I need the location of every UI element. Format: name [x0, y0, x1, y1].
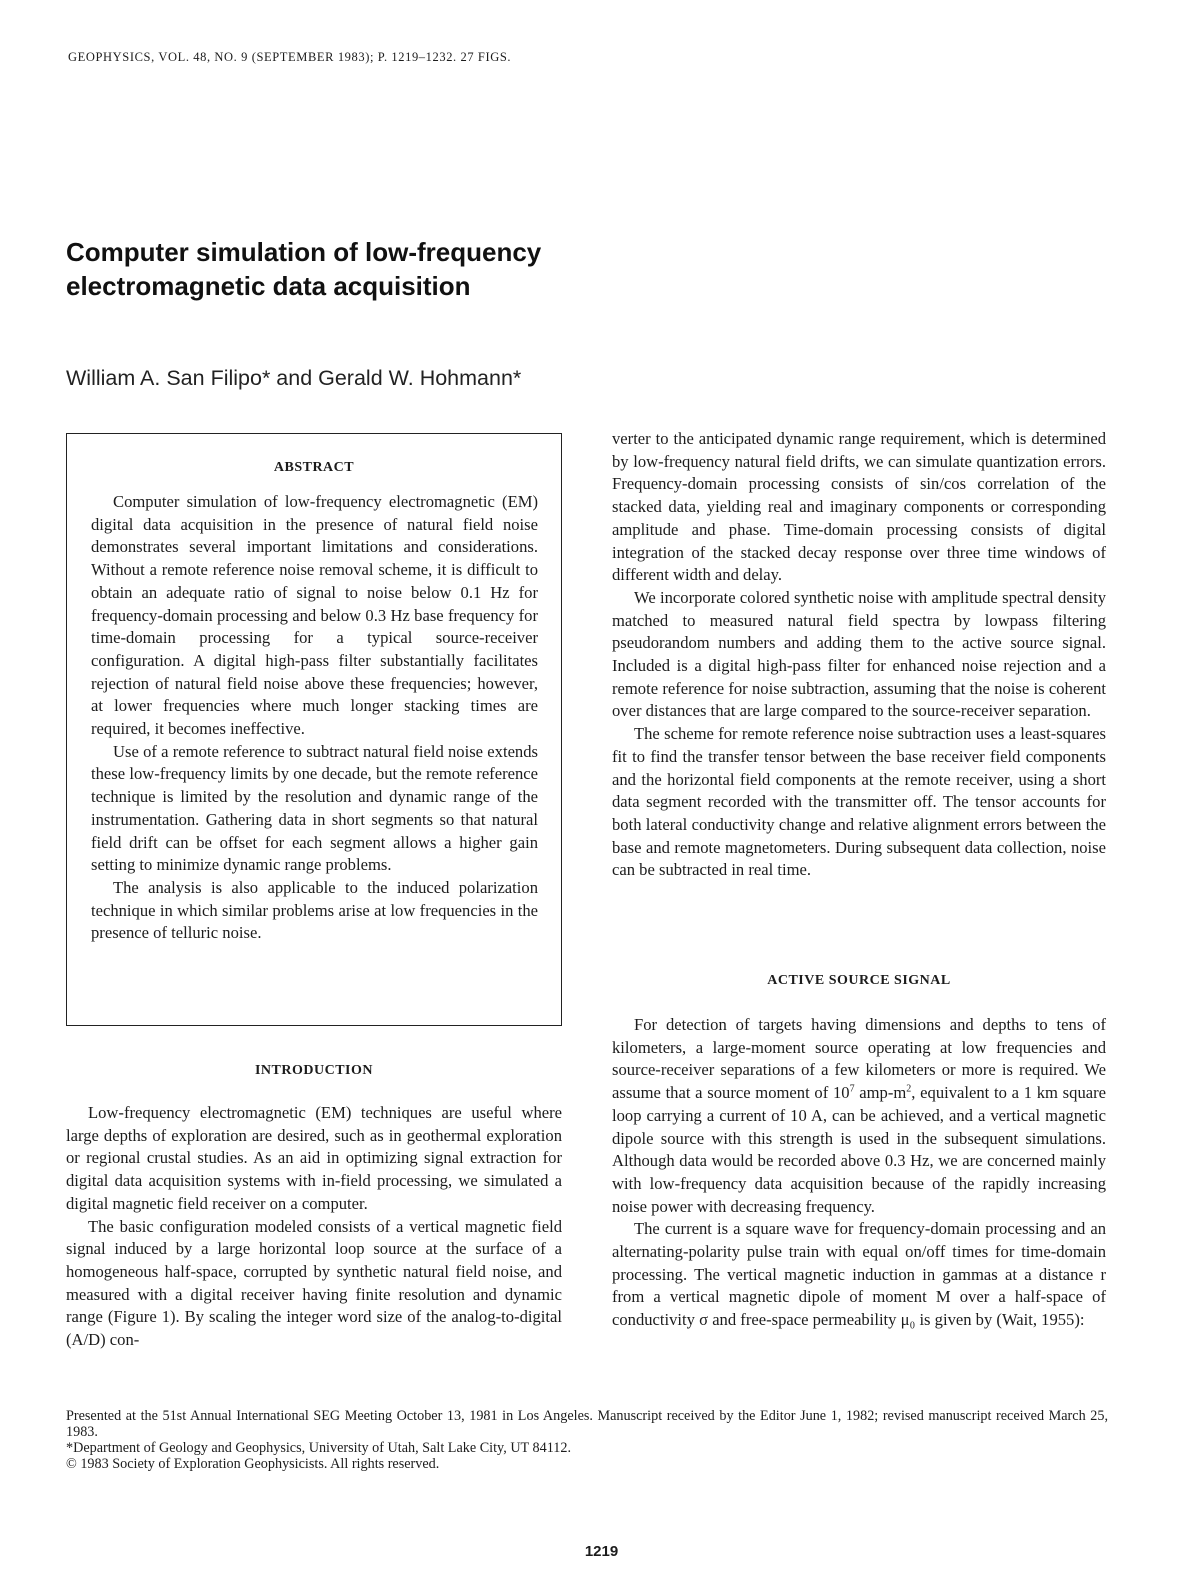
- author-line: William A. San Filipo* and Gerald W. Hohmann*: [66, 366, 522, 390]
- footnote-copyright: © 1983 Society of Exploration Geophysicists. All rights reserved.: [66, 1456, 440, 1472]
- text-run: , equivalent to a 1 km square loop carrying a current of 10 A, can be achieved, and a vertical magnetic dipole source with this strength is used in the subsequent simulations. Although data would be recorded above 0.3 Hz, we are concerned mainly with low-frequency data acquisition because of the rapidly increasing noise power with decreasing frequency.: [612, 1083, 1106, 1216]
- abstract-paragraph: Use of a remote reference to subtract natural field noise extends these low-frequency limits by one decade, but the remote reference technique is limited by the resolution and dynamic range of the instrumentation. Gathering data in short segments so that natural field drift can be offset for each segment allows a higher gain setting to minimize dynamic range problems.: [91, 741, 538, 875]
- body-paragraph: The scheme for remote reference noise subtraction uses a least-squares fit to find the transfer tensor between the base receiver field components and the horizontal field components at the remote receiver, using a short data segment recorded with the transmitter off. The tensor accounts for both lateral conductivity change and relative alignment errors between the base and remote magnetometers. During subsequent data collection, noise can be subtracted in real time.: [612, 724, 1106, 880]
- active-source-body: [612, 1014, 1106, 1332]
- body-paragraph: [612, 1014, 1106, 1218]
- body-paragraph: We incorporate colored synthetic noise with amplitude spectral density matched to measured natural field spectra by lowpass filtering pseudorandom numbers and adding them to the active source signal. Included is a digital high-pass filter for enhanced noise rejection and a remote reference for noise subtraction, assuming that the noise is coherent over distances that are large compared to the source-receiver separation.: [612, 587, 1106, 721]
- running-header: GEOPHYSICS, VOL. 48, NO. 9 (SEPTEMBER 1983); P. 1219–1232. 27 FIGS.: [68, 50, 512, 64]
- abstract-box: [66, 433, 562, 1026]
- introduction-heading: INTRODUCTION: [254, 1063, 373, 1078]
- introduction-body: [66, 1102, 562, 1352]
- active-source-heading: ACTIVE SOURCE SIGNAL: [767, 973, 951, 988]
- body-paragraph-continued: verter to the anticipated dynamic range requirement, which is determined by low-frequency natural field drifts, we can simulate quantization errors. Frequency-domain processing consists of sin/cos correlation of the stacked data, yielding real and imaginary components or corresponding amplitude and phase. Time-domain processing consists of digital integration of the stacked decay response over three time windows of different width and delay.: [612, 429, 1106, 585]
- body-paragraph: The current is a square wave for frequency-domain processing and an alternating-polarity pulse train with equal on/off times for time-domain processing. The vertical magnetic induction in gammas at a distance r from a vertical magnetic dipole of moment M over a half-space of conductivity σ and free-space permeability μ₀ is given by (Wait, 1955):: [612, 1219, 1106, 1330]
- right-column-body: [612, 428, 1106, 882]
- abstract-body: [91, 491, 538, 945]
- abstract-paragraph: Computer simulation of low-frequency electromagnetic (EM) digital data acquisition in the presence of natural field noise demonstrates several important limitations and considerations. Without a remote reference noise removal scheme, it is difficult to obtain an adequate ratio of signal to noise below 0.1 Hz for frequency-domain processing and below 0.3 Hz base frequency for time-domain processing for a typical source-receiver configuration. A digital high-pass filter substantially facilitates rejection of natural field noise above these frequencies; however, at lower frequencies where much longer stacking times are required, it becomes ineffective.: [91, 492, 538, 739]
- exponent: 7: [849, 1083, 855, 1095]
- exponent: 2: [906, 1083, 912, 1095]
- footnote-affiliation: *Department of Geology and Geophysics, University of Utah, Salt Lake City, UT 84112.: [66, 1440, 572, 1456]
- page-number: 1219: [584, 1543, 619, 1560]
- footnotes: [66, 1408, 1108, 1472]
- text-run: For detection of targets having dimensions and depths to tens of kilometers, a large-moment source operating at low frequencies and source-receiver separations of a few kilometers or more is required. We assume that a source moment of 10: [612, 1015, 1106, 1103]
- body-paragraph: The basic configuration modeled consists of a vertical magnetic field signal induced by a large horizontal loop source at the surface of a homogeneous half-space, corrupted by synthetic natural field noise, and measured with a digital receiver having finite resolution and dynamic range (Figure 1). By scaling the integer word size of the analog-to-digital (A/D) con-: [66, 1216, 562, 1350]
- abstract-paragraph: The analysis is also applicable to the induced polarization technique in which similar problems arise at low frequencies in the presence of telluric noise.: [91, 877, 538, 943]
- footnote-presented: Presented at the 51st Annual International SEG Meeting October 13, 1981 in Los Angeles. Manuscript received by the Editor June 1, 1982; revised manuscript received March 25, 1983.: [66, 1408, 1108, 1440]
- body-paragraph: Low-frequency electromagnetic (EM) techniques are useful where large depths of exploration are desired, such as in geothermal exploration or regional crustal studies. As an aid in optimizing signal extraction for digital data acquisition systems with in-field processing, we simulated a digital magnetic field receiver on a computer.: [66, 1103, 562, 1213]
- text-run: amp-m: [854, 1083, 907, 1103]
- abstract-heading: ABSTRACT: [273, 460, 355, 475]
- article-title: Computer simulation of low-frequency electromagnetic data acquisition: [66, 237, 542, 301]
